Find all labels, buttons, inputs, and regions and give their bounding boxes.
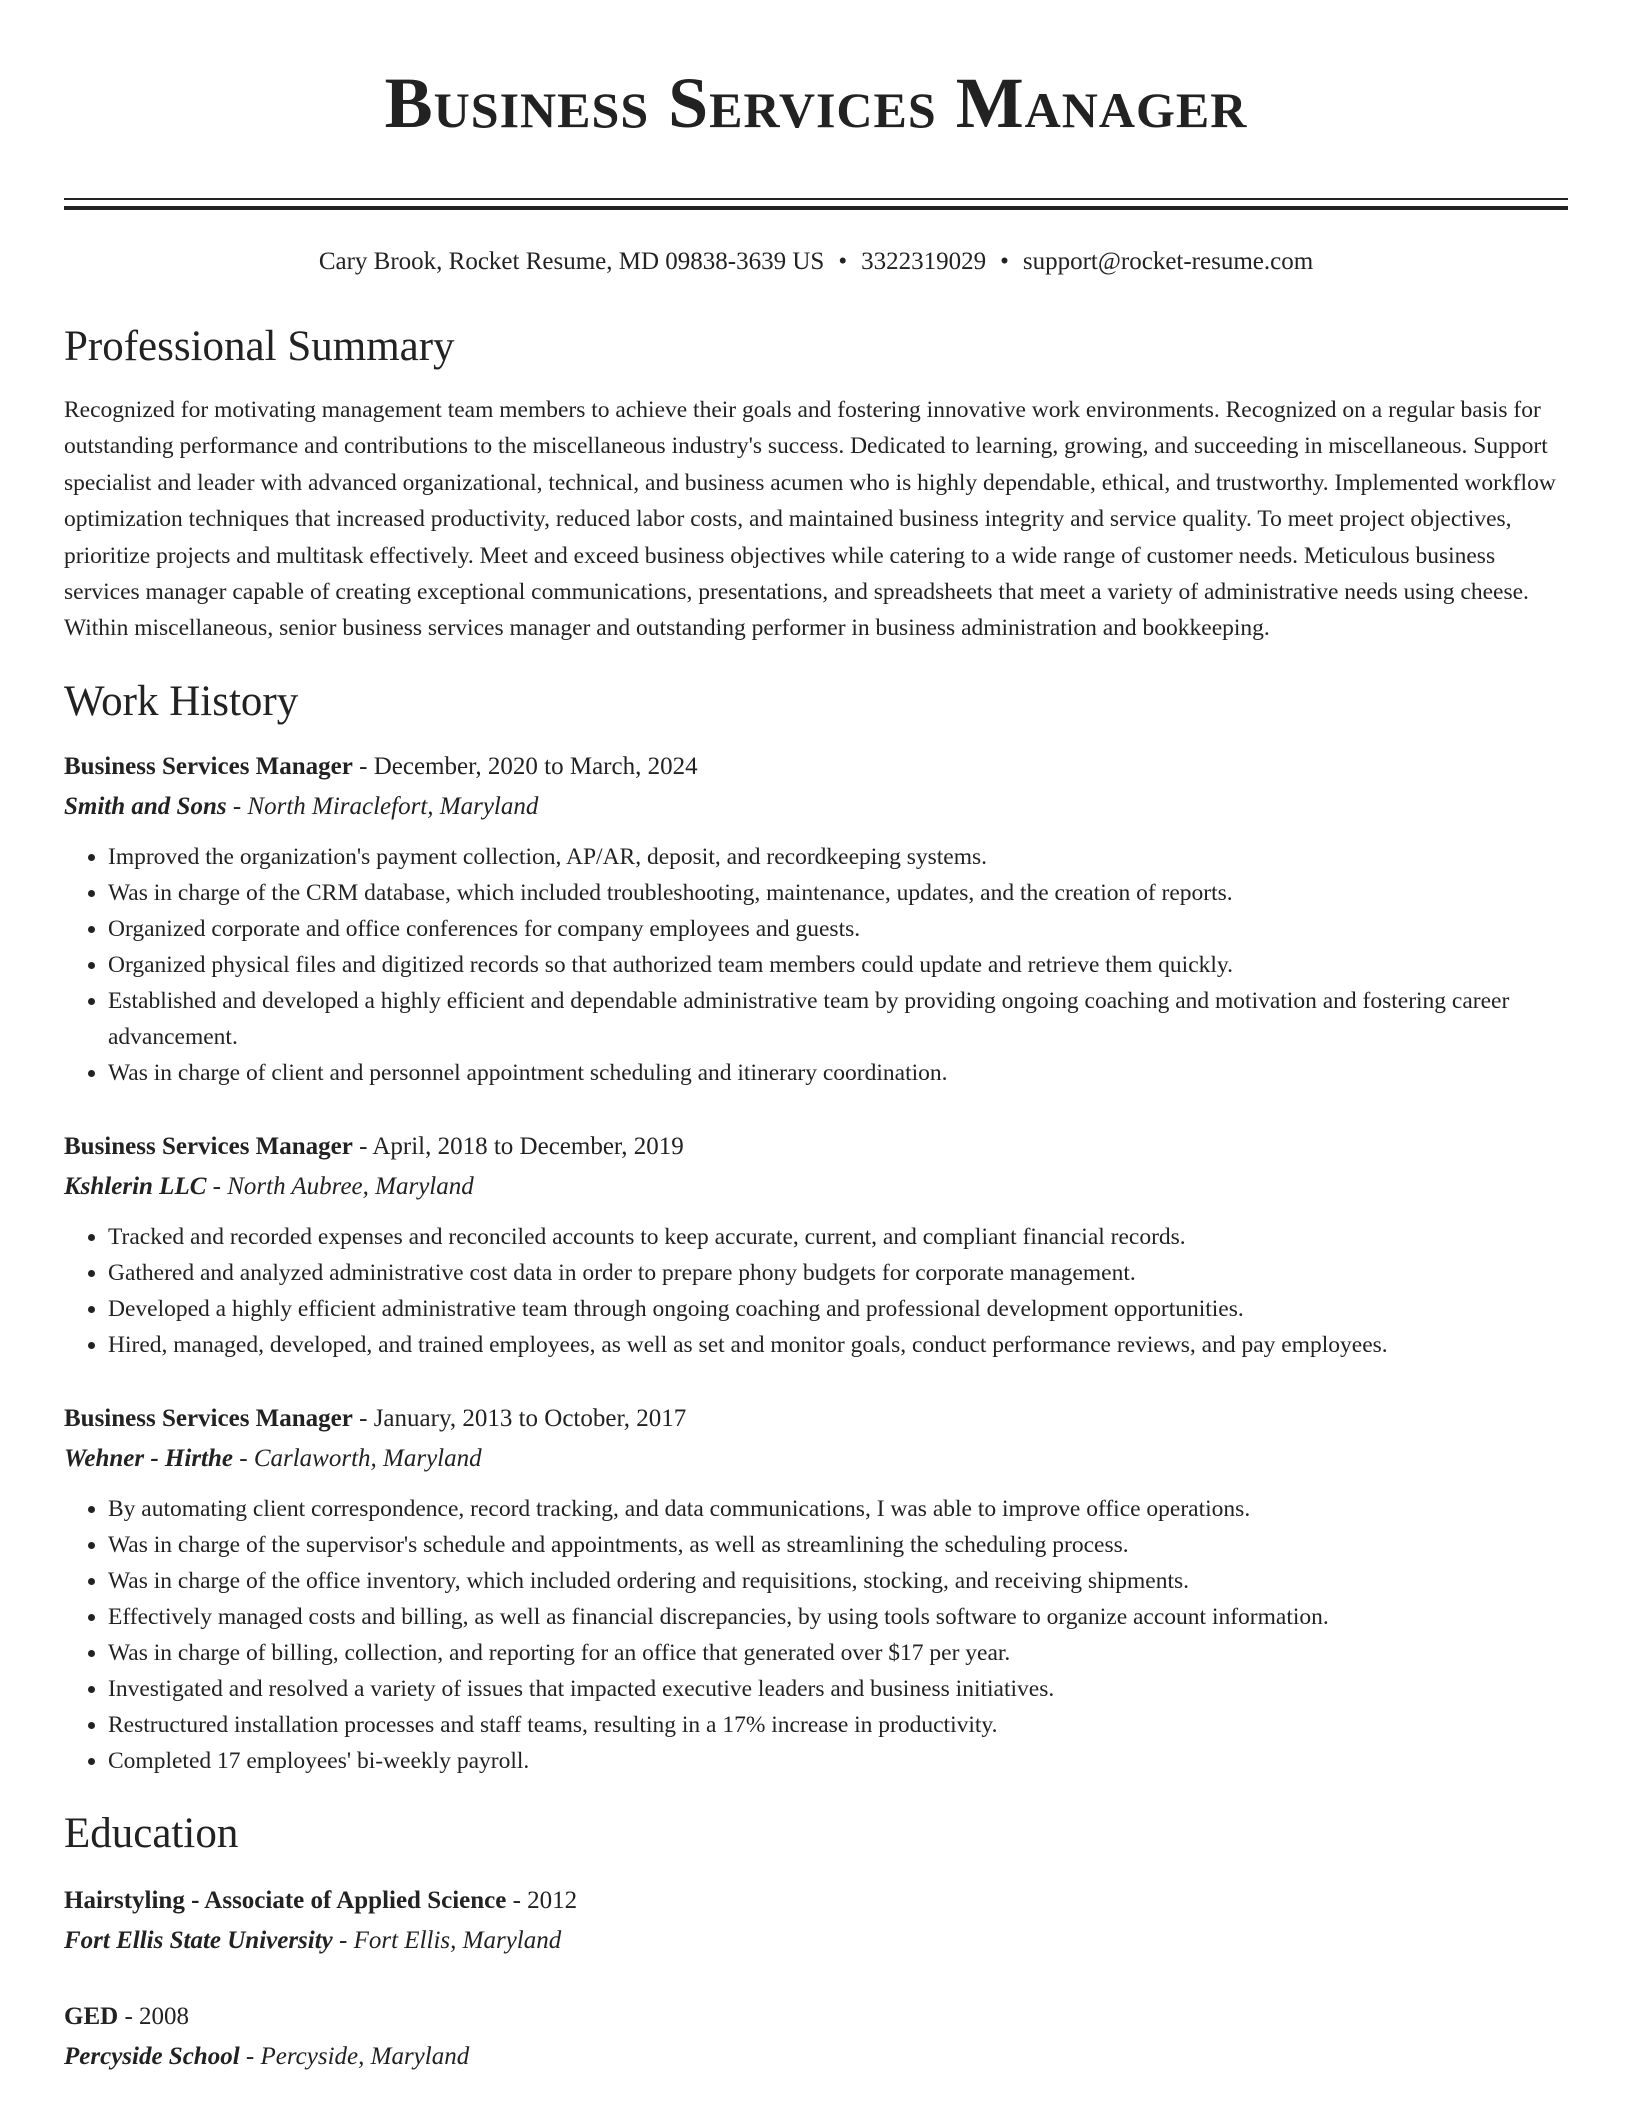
education-heading: Education [64, 1809, 239, 1857]
job-title-line [64, 1127, 1568, 1167]
job-bullet-list [64, 1491, 1568, 1779]
job-dates: - January, 2013 to October, 2017 [352, 1404, 687, 1432]
contact-email: support@rocket-resume.com [1022, 248, 1314, 275]
job-company: Kshlerin LLC [64, 1172, 207, 1200]
job-title: Business Services Manager [64, 1132, 353, 1160]
education-location: - Percyside, Maryland [239, 2042, 470, 2070]
job-bullet-list [64, 1219, 1568, 1363]
education-location: - Fort Ellis, Maryland [332, 1926, 562, 1954]
job-dates: - December, 2020 to March, 2024 [352, 752, 698, 780]
contact-separator: • [1000, 248, 1009, 275]
job-bullet: • Was in charge of client and personnel appointment scheduling and itinerary coordination. [108, 1055, 1568, 1091]
education-degree: GED [64, 2002, 119, 2030]
job-bullet: • Investigated and resolved a variety of issues that impacted executive leaders and business initiatives. [108, 1671, 1568, 1707]
job-company: Wehner - Hirthe [64, 1444, 233, 1472]
education-year: - 2008 [118, 2002, 190, 2030]
contact-separator: • [838, 248, 848, 275]
education-entry [64, 1997, 1568, 2077]
job-entry [64, 747, 1568, 1091]
contact-phone: 3322319029 [861, 248, 987, 275]
job-location: - North Aubree, Maryland [206, 1172, 474, 1200]
summary-heading: Professional Summary [64, 323, 455, 370]
resume-name: Business Services Manager [384, 63, 1248, 143]
job-bullet: • Effectively managed costs and billing, as well as financial discrepancies, by using tools software to organize account information. [108, 1599, 1568, 1635]
contact-address: Cary Brook, Rocket Resume, MD 09838-3639 US [318, 248, 825, 275]
job-bullet-list [64, 839, 1568, 1091]
job-bullet: • Was in charge of the CRM database, which included troubleshooting, maintenance, updates, and the creation of reports. [108, 875, 1568, 911]
education-degree-line [64, 1881, 1568, 1921]
job-title: Business Services Manager [64, 1404, 353, 1432]
job-bullet: • Restructured installation processes and staff teams, resulting in a 17% increase in productivity. [108, 1707, 1568, 1743]
job-bullet: • Was in charge of the supervisor's schedule and appointments, as well as streamlining the scheduling process. [108, 1527, 1568, 1563]
job-title-line [64, 747, 1568, 787]
job-location: - Carlaworth, Maryland [233, 1444, 482, 1472]
job-entry [64, 1127, 1568, 1363]
job-company-line [64, 1167, 1568, 1207]
job-bullet: • Hired, managed, developed, and trained employees, as well as set and monitor goals, conduct performance reviews, and pay employees. [108, 1327, 1568, 1363]
header-divider-thick [64, 206, 1568, 210]
job-bullet: • Tracked and recorded expenses and reconciled accounts to keep accurate, current, and compliant financial records. [108, 1219, 1568, 1255]
education-school: Fort Ellis State University [64, 1926, 333, 1954]
summary-text: Recognized for motivating management team members to achieve their goals and fostering innovative work environments. Recognized on a regular basis for outstanding performance and contributions to the miscellaneous industry's success. Dedicated to learning, growing, and succeeding in miscellaneous. Support specialist and leader with advanced organizational, technical, and business acumen who is highly dependable, ethical, and trustworthy. Implemented workflow optimization techniques that increased productivity, reduced labor costs, and maintained business integrity and service quality. To meet project objectives, prioritize projects and multitask effectively. Meet and exceed business objectives while catering to a wide range of customer needs. Meticulous business services manager capable of creating exceptional communications, presentations, and spreadsheets that meet a variety of administrative needs using cheese. Within miscellaneous, senior business services manager and outstanding performer in business administration and bookkeeping. [64, 397, 1556, 642]
work-history-heading: Work History [64, 677, 299, 725]
job-company-line [64, 1439, 1568, 1479]
job-bullet: • Organized physical files and digitized records so that authorized team members could update and retrieve them quickly. [108, 947, 1568, 983]
header-divider-thin [64, 198, 1568, 200]
job-bullet: • Completed 17 employees' bi-weekly payroll. [108, 1743, 1568, 1779]
job-bullet: • Improved the organization's payment collection, AP/AR, deposit, and recordkeeping systems. [108, 839, 1568, 875]
job-bullet: • Gathered and analyzed administrative cost data in order to prepare phony budgets for corporate management. [108, 1255, 1568, 1291]
education-degree-line [64, 1997, 1568, 2037]
education-school-line [64, 1921, 1568, 1961]
job-bullet: • Developed a highly efficient administrative team through ongoing coaching and professional development opportunities. [108, 1291, 1568, 1327]
job-dates: - April, 2018 to December, 2019 [352, 1132, 684, 1160]
education-year: - 2012 [506, 1886, 578, 1914]
job-bullet: • Was in charge of billing, collection, and reporting for an office that generated over $17 per year. [108, 1635, 1568, 1671]
job-entry [64, 1399, 1568, 1779]
education-degree: Hairstyling - Associate of Applied Science [64, 1886, 507, 1914]
job-title-line [64, 1399, 1568, 1439]
job-title: Business Services Manager [64, 752, 353, 780]
job-bullet: • Was in charge of the office inventory, which included ordering and requisitions, stocking, and receiving shipments. [108, 1563, 1568, 1599]
education-school: Percyside School [64, 2042, 240, 2070]
education-entry [64, 1881, 1568, 1961]
education-school-line [64, 2037, 1568, 2077]
job-bullet: • Established and developed a highly efficient and dependable administrative team by providing ongoing coaching and motivation and fostering career advancement. [108, 983, 1568, 1055]
job-company-line [64, 787, 1568, 827]
contact-line [64, 244, 1568, 280]
job-bullet: • Organized corporate and office conferences for company employees and guests. [108, 911, 1568, 947]
job-company: Smith and Sons [64, 792, 227, 820]
job-bullet: • By automating client correspondence, record tracking, and data communications, I was able to improve office operations. [108, 1491, 1568, 1527]
job-location: - North Miraclefort, Maryland [226, 792, 539, 820]
